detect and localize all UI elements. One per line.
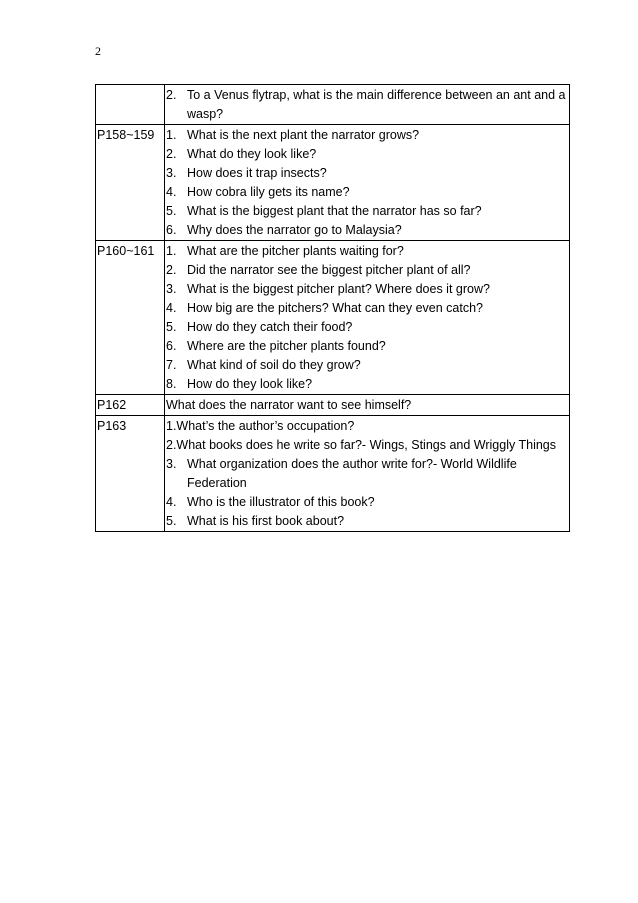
question-line: 1.What’s the author’s occupation? [166, 419, 355, 433]
questions-cell [165, 395, 570, 416]
question-number: 6. [166, 339, 177, 353]
question-number: 4. [166, 301, 177, 315]
question-text: What is the next plant the narrator grows? [187, 128, 420, 142]
page-number: 2 [95, 44, 101, 58]
question-item [166, 164, 569, 183]
page-range-cell: P158~159 [96, 125, 165, 241]
question-item [166, 86, 569, 124]
question-line: 2.What books does he write so far?- Wings, Stings and Wriggly Things [166, 438, 556, 452]
table-row [96, 241, 570, 395]
question-list [166, 126, 569, 240]
question-text: How do they catch their food? [187, 320, 353, 334]
table-row [96, 395, 570, 416]
question-text: How cobra lily gets its name? [187, 185, 350, 199]
question-text: What is the biggest pitcher plant? Where does it grow? [187, 282, 490, 296]
question-item [166, 299, 569, 318]
question-text: What organization does the author write for?- World Wildlife Federation [187, 457, 517, 490]
question-number: 2. [166, 263, 177, 277]
question-number: 4. [166, 185, 177, 199]
question-text: How does it trap insects? [187, 166, 327, 180]
question-item [166, 183, 569, 202]
question-number: 3. [166, 282, 177, 296]
question-item [166, 512, 569, 531]
question-number: 1. [166, 244, 177, 258]
question-item [166, 455, 569, 493]
question-text: What do they look like? [187, 147, 317, 161]
question-text: What is his first book about? [187, 514, 345, 528]
questions-cell [165, 241, 570, 395]
table-row [96, 85, 570, 125]
question-number: 3. [166, 457, 177, 471]
question-list [166, 242, 569, 394]
question-text: Who is the illustrator of this book? [187, 495, 375, 509]
question-text: How big are the pitchers? What can they even catch? [187, 301, 483, 315]
question-number: 2. [166, 147, 177, 161]
page-range-cell: P162 [96, 395, 165, 416]
question-item [166, 261, 569, 280]
question-item [166, 337, 569, 356]
question-number: 2. [166, 88, 177, 102]
question-item [166, 318, 569, 337]
question-number: 6. [166, 223, 177, 237]
question-number: 4. [166, 495, 177, 509]
question-item [166, 280, 569, 299]
page-range-cell: P160~161 [96, 241, 165, 395]
question-number: 1. [166, 128, 177, 142]
question-item [166, 356, 569, 375]
question-list [166, 455, 569, 531]
question-text: Where are the pitcher plants found? [187, 339, 386, 353]
question-item [166, 126, 569, 145]
question-number: 3. [166, 166, 177, 180]
question-item [166, 375, 569, 394]
table-row [96, 125, 570, 241]
questions-cell [165, 416, 570, 532]
questions-table [95, 84, 570, 532]
question-item [166, 242, 569, 261]
question-list [166, 86, 569, 124]
questions-cell [165, 85, 570, 125]
page-range-cell [96, 85, 165, 125]
question-text: To a Venus flytrap, what is the main difference between an ant and a wasp? [187, 88, 566, 121]
question-number: 5. [166, 320, 177, 334]
question-item [166, 493, 569, 512]
questions-cell [165, 125, 570, 241]
question-item [166, 145, 569, 164]
question-text: Why does the narrator go to Malaysia? [187, 223, 402, 237]
question-text: Did the narrator see the biggest pitcher plant of all? [187, 263, 471, 277]
question-number: 7. [166, 358, 177, 372]
question-number: 8. [166, 377, 177, 391]
table-row [96, 416, 570, 532]
question-item [166, 202, 569, 221]
question-text: What are the pitcher plants waiting for? [187, 244, 404, 258]
question-text: How do they look like? [187, 377, 313, 391]
question-line: What does the narrator want to see himself? [166, 398, 412, 412]
question-number: 5. [166, 514, 177, 528]
page-range-cell: P163 [96, 416, 165, 532]
question-text: What is the biggest plant that the narrator has so far? [187, 204, 482, 218]
question-text: What kind of soil do they grow? [187, 358, 361, 372]
question-item [166, 221, 569, 240]
question-number: 5. [166, 204, 177, 218]
